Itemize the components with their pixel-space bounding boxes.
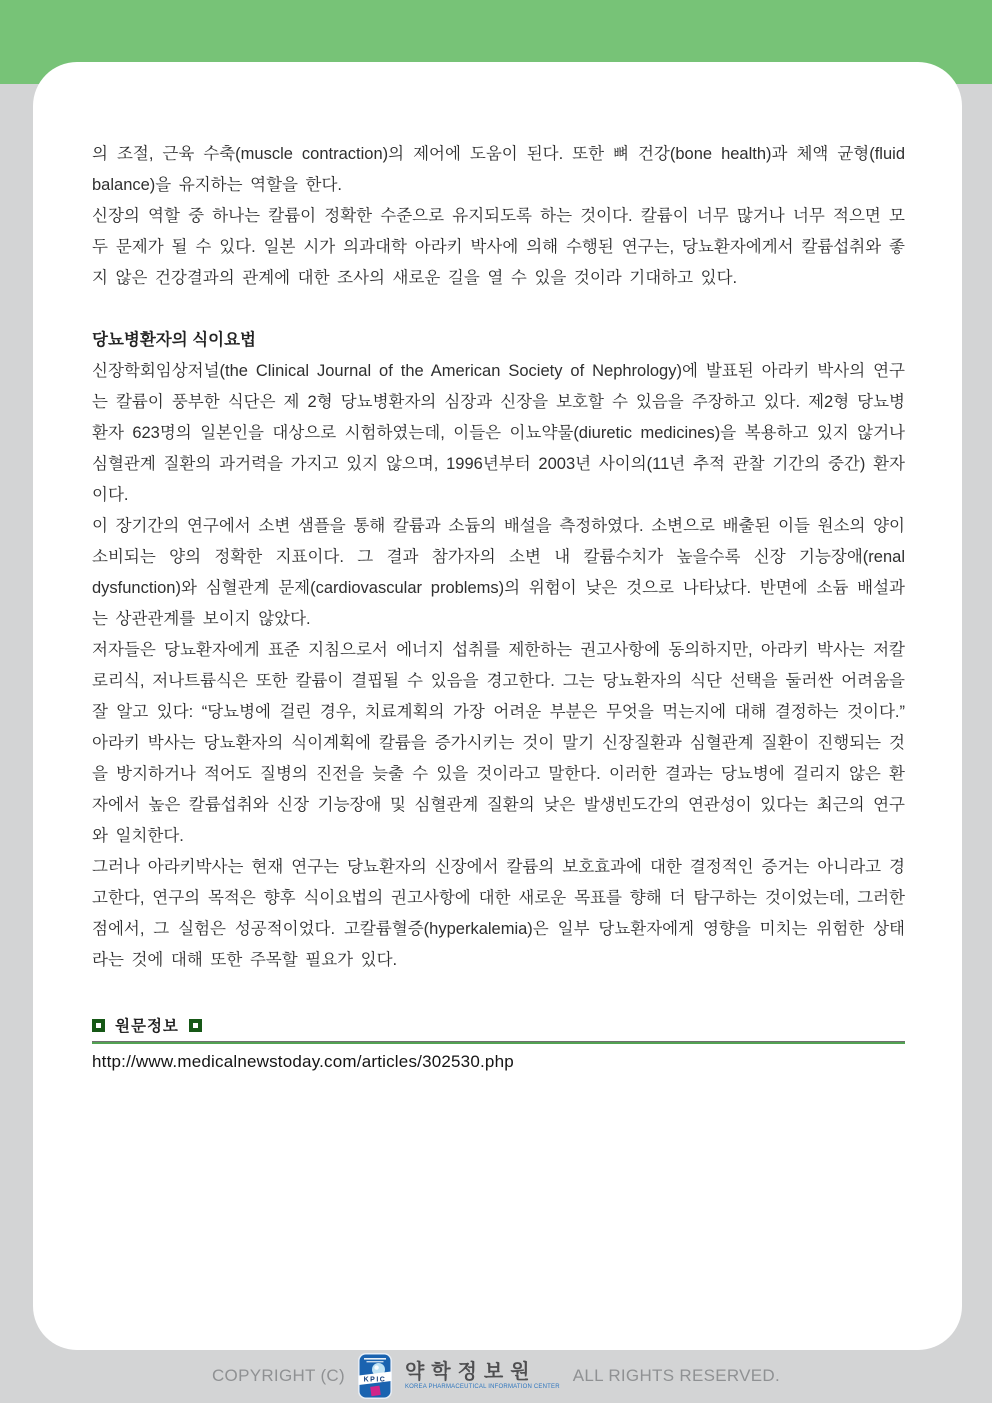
copyright-text: COPYRIGHT (C) [211,1365,345,1385]
green-square-icon [189,1019,202,1032]
rights-text: ALL RIGHTS RESERVED. [572,1365,781,1385]
square-dot-icon [96,1023,101,1028]
article-body [92,139,905,1009]
body-paragraph: 의 조절, 근육 수축(muscle contraction)의 제어에 도움이 된다. 또한 뼈 건강(bone health)과 체액 균형(fluid balance)을 유지하는 역할을 한다. [92,145,905,194]
body-paragraph: 신장의 역할 중 하나는 칼륨이 정확한 수준으로 유지되도록 하는 것이다. 칼륨이 너무 많거나 너무 적으면 모두 문제가 될 수 있다. 일본 시가 의과대학 아라키 박사에 의해 수행된 연구는, 당뇨환자에게서 칼륨섭취와 좋지 않은 건강결과의 관계에 대한 조사의 새로운 길을 열 수 있을 것이라 기대하고 있다. [92,207,905,287]
source-info-section [92,1014,905,1076]
org-name-block [405,1361,560,1390]
section-heading: 당뇨병환자의 식이요법 [92,331,256,349]
body-paragraph: 그러나 아라키박사는 현재 연구는 당뇨환자의 신장에서 칼륨의 보호효과에 대한 결정적인 증거는 아니라고 경고한다, 연구의 목적은 향후 식이요법의 권고사항에 대한 새로운 목표를 향해 더 탐구하는 것이었는데, 그러한 점에서, 그 실험은 성공적이었다. 고칼륨혈증(hyperkalemia)은 일부 당뇨환자에게 영향을 미치는 위험한 상태라는 것에 대해 또한 주목할 필요가 있다. [92,858,905,969]
square-dot-icon [193,1023,198,1028]
body-paragraph: 이 장기간의 연구에서 소변 샘플을 통해 칼륨과 소듐의 배설을 측정하였다. 소변으로 배출된 이들 원소의 양이 소비되는 양의 정확한 지표이다. 그 결과 참가자의 소변 내 칼륨수치가 높을수록 신장 기능장애(renal dysfunction)와 심혈관계 문제(cardiovascular problems)의 위험이 낮은 것으로 나타났다. 반면에 소듐 배설과는 상관관계를 보이지 않았다. [92,517,905,628]
body-paragraph: 저자들은 당뇨환자에게 표준 지침으로서 에너지 섭취를 제한하는 권고사항에 동의하지만, 아라키 박사는 저칼로리식, 저나트륨식은 또한 칼륨이 결핍될 수 있음을 경고한다. 그는 당뇨환자의 식단 선택을 둘러싼 어려움을 잘 알고 있다: “당뇨병에 걸린 경우, 치료계획의 가장 어려운 부분은 무엇을 먹는지에 대해 결정하는 것이다.” 아라키 박사는 당뇨환자의 식이계획에 칼륨을 증가시키는 것이 말기 신장질환과 심혈관계 질환이 진행되는 것을 방지하거나 적어도 질병의 진전을 늦출 수 있을 것이라고 말한다. 이러한 결과는 당뇨병에 걸리지 않은 환자에서 높은 칼륨섭취와 신장 기능장애 및 심혈관계 질환의 낮은 발생빈도간의 연관성이 있다는 최근의 연구와 일치한다. [92,641,905,845]
org-name-english: KOREA PHARMACEUTICAL INFORMATION CENTER [404,1384,560,1390]
source-url-link[interactable]: http://www.medicalnewstoday.com/articles/302530.php [92,1052,514,1071]
green-square-icon [92,1019,105,1032]
kpic-logo [358,1353,392,1399]
source-info-title: 원문정보 [115,1018,179,1035]
kpic-logo-text: KPIC [363,1375,387,1383]
divider [92,1041,905,1044]
org-name-korean: 약학정보원 [404,1361,537,1383]
source-info-header [92,1014,905,1041]
footer [0,1348,992,1403]
document-card [33,62,962,1350]
body-paragraph: 신장학회임상저널(the Clinical Journal of the American Society of Nephrology)에 발표된 아라키 박사의 연구는 칼륨이 풍부한 식단은 제 2형 당뇨병환자의 심장과 신장을 보호할 수 있음을 주장하고 있다. 제2형 당뇨병환자 623명의 일본인을 대상으로 시험하였는데, 이들은 이뇨약물(diuretic medicines)을 복용하고 있지 않거나 심혈관계 질환의 과거력을 가지고 있지 않으며, 1996년부터 2003년 사이의(11년 추적 관찰 기간의 중간) 환자이다. [92,362,905,504]
